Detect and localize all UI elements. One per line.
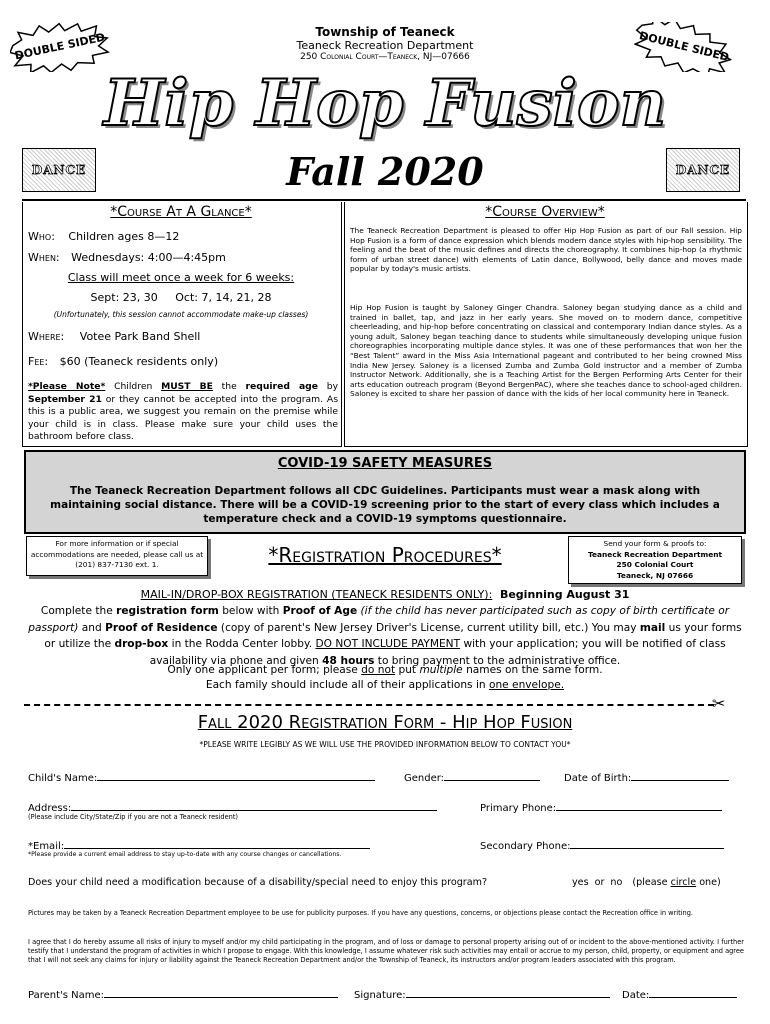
reg-text: (copy of parent's New Jersey Driver's License, current utility bill, etc.) You may bbox=[217, 621, 640, 634]
covid-text: The Teaneck Recreation Department follows all CDC Guidelines. Participants must wear a mask along with maintaining social distance. There will be a COVID-19 screening prior to the start of every class which includes a temperature check and a COVID-19 symptoms questionnaire. bbox=[50, 485, 720, 525]
dept-address: 250 Colonial Court—Teaneck, NJ—07666 bbox=[300, 52, 470, 62]
note-text: Children bbox=[105, 381, 162, 392]
one-text: put bbox=[395, 664, 420, 676]
date-line[interactable] bbox=[649, 987, 737, 998]
reg-drop-emph: drop-box bbox=[114, 638, 169, 650]
parent-name-label: Parent's Name: bbox=[28, 990, 105, 1001]
note-text: by bbox=[317, 381, 339, 392]
note-must: MUST BE bbox=[161, 381, 213, 392]
child-name-label: Child's Name: bbox=[28, 773, 98, 784]
mail-begin: Beginning August 31 bbox=[492, 588, 630, 601]
one-applicant-row bbox=[24, 664, 746, 676]
mail-heading: MAIL-IN/DROP-BOX REGISTRATION (TEANECK RESIDENTS ONLY): bbox=[140, 588, 493, 601]
or-text: or bbox=[594, 877, 605, 888]
form-heading: Fall 2020 Registration Form - Hip Hop Fusion bbox=[197, 712, 573, 733]
address-label: Address: bbox=[28, 803, 72, 814]
fee-row bbox=[28, 355, 218, 368]
note-text: the bbox=[212, 381, 246, 392]
circle-note-b: circle bbox=[670, 877, 697, 888]
primary-phone-label: Primary Phone: bbox=[480, 803, 557, 814]
weeks-note: Class will meet once a week for 6 weeks: bbox=[67, 271, 295, 284]
modification-question: Does your child need a modification because of a disability/special need to enjoy this program? bbox=[28, 877, 488, 888]
child-name-line[interactable] bbox=[97, 770, 375, 781]
send-city: Teaneck, NJ 07666 bbox=[616, 570, 694, 580]
reg-form-emph: registration form bbox=[116, 605, 219, 617]
reg-res-emph: Proof of Residence bbox=[105, 621, 218, 634]
primary-phone-line[interactable] bbox=[556, 800, 722, 811]
double-sided-badge-right bbox=[634, 22, 734, 72]
yes-option[interactable]: yes bbox=[572, 877, 589, 888]
reg-text: with your application; you will be notified of class availability via phone and given bbox=[149, 638, 726, 667]
please-note bbox=[28, 381, 338, 444]
dance-logo-left bbox=[22, 148, 96, 192]
info-text: For more information or if special accommodations are needed, please call us at (201) 837-7130 ext. 1. bbox=[30, 539, 204, 569]
one-text: Only one applicant per form; please bbox=[167, 664, 362, 676]
reg-mail-emph: mail bbox=[639, 621, 666, 634]
glance-heading: *Course At A Glance* bbox=[110, 204, 252, 220]
gender-field[interactable] bbox=[404, 770, 540, 784]
reg-text: to bring payment to the administrative office. bbox=[374, 654, 621, 667]
dance-logo-text: DANCE bbox=[31, 163, 87, 177]
fee-label: Fee: bbox=[28, 355, 49, 368]
when-row bbox=[28, 251, 226, 264]
note-text: or they cannot be accepted into the program. As this is a public area, we suggest you remain on the premise while your child is in class. Please make sure your child uses the bathroom before class. bbox=[28, 393, 338, 442]
email-line[interactable] bbox=[64, 838, 370, 849]
send-org: Teaneck Recreation Department bbox=[587, 549, 723, 559]
class-dates: Sept: 23, 30 Oct: 7, 14, 21, 28 bbox=[90, 291, 272, 304]
family-text: Each family should include all of their applications in bbox=[205, 679, 489, 691]
registration-heading: *Registration Procedures* bbox=[268, 543, 502, 567]
family-envelope: one envelope. bbox=[488, 679, 565, 691]
header-divider bbox=[22, 199, 746, 201]
reg-text: us your forms or utilize the bbox=[44, 621, 742, 650]
one-multiple: multiple bbox=[419, 664, 463, 676]
one-not: do not bbox=[361, 664, 396, 676]
address-field[interactable] bbox=[28, 800, 437, 814]
gender-line[interactable] bbox=[444, 770, 540, 781]
circle-note-a: (please bbox=[632, 877, 671, 888]
secondary-phone-line[interactable] bbox=[570, 838, 724, 849]
parent-name-field[interactable] bbox=[28, 987, 338, 1001]
badge-text: DOUBLE SIDED bbox=[637, 29, 731, 64]
signature-field[interactable] bbox=[354, 987, 610, 1001]
address-note: (Please include City/State/Zip if you are not a Teaneck resident) bbox=[28, 813, 239, 821]
photo-note: Pictures may be taken by a Teaneck Recreation Department employee to be use for publicity purposes. If you have any questions, concerns, or objections please contact the Recreation office in writing. bbox=[28, 909, 693, 917]
reg-text: Complete the bbox=[40, 605, 117, 617]
fee-value: $60 (Teaneck residents only) bbox=[59, 355, 219, 368]
who-value: Children ages 8—12 bbox=[68, 230, 180, 243]
note-label: *Please Note* bbox=[28, 381, 106, 392]
send-label: Send your form & proofs to: bbox=[603, 539, 707, 548]
date-field[interactable] bbox=[622, 987, 737, 1001]
reg-age-note: (if the child has never participated such as copy of birth certificate or passport) bbox=[28, 605, 730, 634]
reg-age-emph: Proof of Age bbox=[282, 605, 358, 617]
page-title: Hip Hop Fusion bbox=[103, 66, 667, 141]
note-date: September 21 bbox=[28, 393, 102, 405]
dob-line[interactable] bbox=[631, 770, 729, 781]
family-row bbox=[24, 679, 746, 691]
reg-text: and bbox=[78, 621, 106, 634]
when-value: Wednesdays: 4:00—4:45pm bbox=[71, 251, 226, 264]
where-row bbox=[28, 330, 200, 343]
secondary-phone-label: Secondary Phone: bbox=[480, 841, 571, 852]
where-label: Where: bbox=[28, 330, 65, 343]
date-label: Date: bbox=[622, 990, 650, 1001]
overview-paragraph-1: The Teaneck Recreation Department is pleased to offer Hip Hop Fusion as part of our Fall session. Hip Hop Fusion is a form of dance expression which blends modern dance styles with hip-hop sensibility. The feeling and the beat of the music defines and directs the choreography. It combines hip-hop (a rhythmic form of urban street dance) with elements of Latin dance, Bollywood, belly dance and moves made popular by today's music artists. bbox=[350, 226, 742, 274]
address-line[interactable] bbox=[71, 800, 437, 811]
mail-heading-row bbox=[24, 588, 746, 601]
signature-label: Signature: bbox=[354, 990, 406, 1001]
send-address bbox=[570, 539, 740, 581]
dance-logo-text: DANCE bbox=[675, 163, 731, 177]
secondary-phone-field[interactable] bbox=[480, 838, 724, 852]
one-text: names on the same form. bbox=[462, 664, 603, 676]
form-instruction: *PLEASE WRITE LEGIBLY AS WE WILL USE THE PROVIDED INFORMATION BELOW TO CONTACT YOU* bbox=[199, 740, 571, 749]
dob-label: Date of Birth: bbox=[564, 773, 632, 784]
email-label: *Email: bbox=[28, 841, 65, 852]
overview-paragraph-2: Hip Hop Fusion is taught by Saloney Ginger Chandra. Saloney began studying dance as a child and trained in ballet, tap, and jazz in her early years. She moved on to modern dance, competitive cheerleading, and hip-hop before concentrating on classical and contemporary Indian dance styles. As a young adult, Saloney began teaching dance to students while simultaneously developing unique fusion choreographies incorporating multiple dance styles. It was one of these performances that won her the “Best Talent” award in the Miss Asia International pageant and contributed to her being crowned Miss India New Jersey. Saloney is a licensed Zumba and Zumba Gold instructor and a member of Zumba Instructor Network. Additionally, she is a Teaching Artist for the Bergen Performing Arts Center for their arts education outreach program (Beyond BergenPAC), where she teaches dance to school-aged children. Saloney is excited to share her passion of dance with the kids of her local community here in Teaneck. bbox=[350, 303, 742, 399]
double-sided-badge-left bbox=[10, 22, 110, 72]
signature-line[interactable] bbox=[406, 987, 610, 998]
email-field[interactable] bbox=[28, 838, 370, 852]
reg-text: below with bbox=[218, 605, 283, 617]
send-street: 250 Colonial Court bbox=[616, 560, 694, 569]
dance-logo-right bbox=[666, 148, 740, 192]
note-required: required age bbox=[245, 381, 318, 392]
page-subtitle: Fall 2020 bbox=[286, 149, 484, 194]
covid-heading: COVID-19 SAFETY MEASURES bbox=[277, 456, 493, 471]
overview-heading: *Course Overview* bbox=[485, 204, 605, 220]
where-value: Votee Park Band Shell bbox=[79, 330, 201, 343]
no-option[interactable]: no bbox=[610, 877, 623, 888]
when-label: When: bbox=[28, 251, 60, 264]
email-note: *Please provide a current email address to stay up-to-date with any course changes or cancellations. bbox=[28, 851, 342, 858]
scissors-icon: ✂ bbox=[712, 694, 726, 713]
reg-nopay-emph: DO NOT INCLUDE PAYMENT bbox=[315, 638, 461, 650]
child-name-field[interactable] bbox=[28, 770, 375, 784]
modification-answer bbox=[572, 877, 721, 888]
primary-phone-field[interactable] bbox=[480, 800, 722, 814]
dept-name: Teaneck Recreation Department bbox=[296, 39, 474, 52]
gender-label: Gender: bbox=[404, 773, 445, 784]
makeup-note: (Unfortunately, this session cannot accommodate make-up classes) bbox=[53, 310, 309, 319]
org-name: Township of Teaneck bbox=[315, 25, 455, 39]
modification-row bbox=[28, 877, 487, 888]
parent-name-line[interactable] bbox=[104, 987, 338, 998]
badge-text: DOUBLE SIDED bbox=[13, 30, 107, 63]
who-row bbox=[28, 230, 179, 243]
reg-48-emph: 48 hours bbox=[322, 654, 375, 667]
cut-line bbox=[24, 704, 714, 706]
registration-text bbox=[24, 603, 746, 669]
dob-field[interactable] bbox=[564, 770, 729, 784]
circle-note-c: one) bbox=[696, 877, 721, 888]
waiver-text: I agree that I do hereby assume all risks of injury to myself and/or my child participating in the program, and of loss or damage to personal property arising out of or incident to the above-mentioned activity. I further testify that I understand the program of activities in which I propose to engage. With this knowledge, I assume whatever risk such activities may entail or accrue to my person, child, property, or equipment and agree that I will not seek any claims for injury or liability against the Teaneck Recreation Department and/or the Township of Teaneck, its instructors and/or program leaders associated with this program. bbox=[28, 938, 744, 964]
reg-text: in the Rodda Center lobby. bbox=[168, 638, 316, 650]
who-label: Who: bbox=[28, 230, 55, 243]
